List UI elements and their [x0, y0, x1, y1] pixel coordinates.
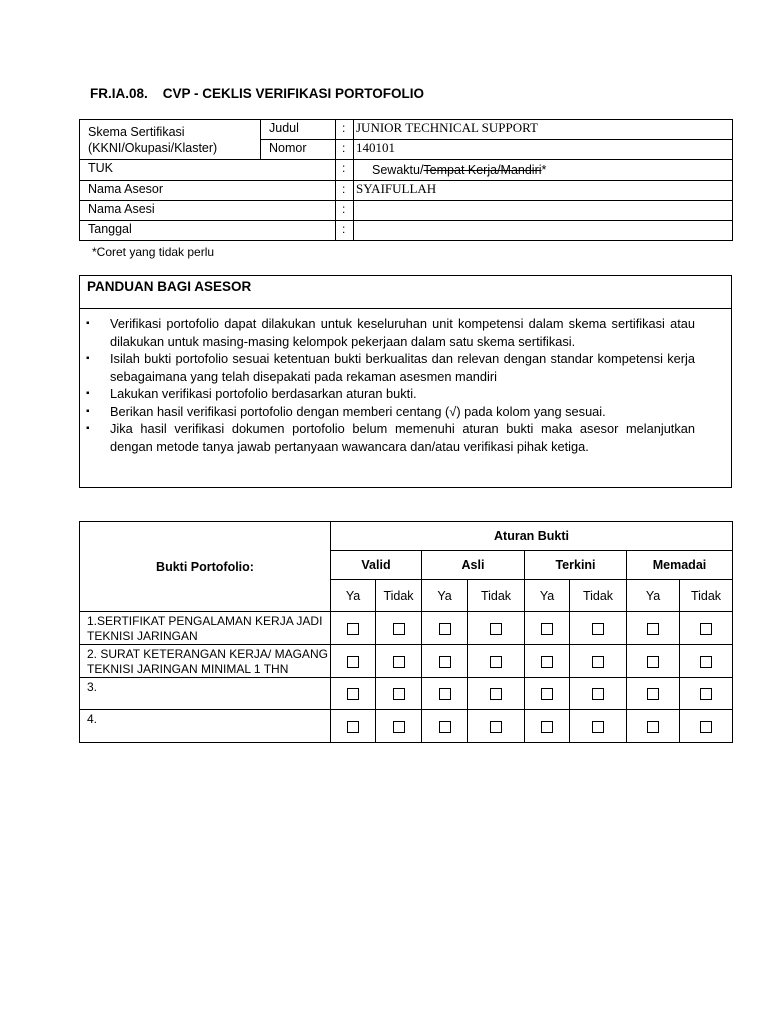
table-row: [80, 645, 733, 678]
tanggal-label: Tanggal: [80, 221, 336, 241]
checkbox-cell[interactable]: [570, 612, 627, 645]
checkbox-icon[interactable]: [541, 656, 553, 668]
checkbox-cell[interactable]: [376, 612, 422, 645]
checkbox-icon[interactable]: [393, 721, 405, 733]
guide-list: [80, 309, 731, 455]
checkbox-icon[interactable]: [347, 721, 359, 733]
checkbox-icon[interactable]: [541, 623, 553, 635]
checkbox-cell[interactable]: [422, 710, 468, 743]
checkbox-cell[interactable]: [525, 645, 570, 678]
checkbox-icon[interactable]: [439, 623, 451, 635]
checkbox-icon[interactable]: [490, 623, 502, 635]
criteria-memadai: Memadai: [627, 551, 733, 580]
checkbox-cell[interactable]: [331, 710, 376, 743]
bullet-icon: ▪: [86, 405, 90, 417]
checkbox-icon[interactable]: [439, 688, 451, 700]
aturan-bukti-header: Aturan Bukti: [331, 522, 733, 551]
bullet-icon: ▪: [86, 318, 90, 329]
evidence-item: 3.: [80, 678, 331, 710]
nomor-label: Nomor: [261, 140, 336, 160]
asesi-value[interactable]: [354, 201, 733, 221]
checkbox-icon[interactable]: [490, 721, 502, 733]
checkbox-cell[interactable]: [468, 612, 525, 645]
colon: :: [336, 221, 354, 241]
table-row: [80, 678, 733, 710]
checkbox-cell[interactable]: [376, 678, 422, 710]
tuk-value[interactable]: [354, 160, 733, 181]
checkbox-cell[interactable]: [627, 678, 680, 710]
checkbox-cell[interactable]: [680, 678, 733, 710]
tuk-star: *: [541, 163, 547, 177]
checkbox-icon[interactable]: [439, 656, 451, 668]
col-ya: Ya: [627, 580, 680, 612]
checkbox-icon[interactable]: [592, 623, 604, 635]
checkbox-cell[interactable]: [680, 645, 733, 678]
evidence-table: [79, 521, 733, 743]
evidence-item: 1.SERTIFIKAT PENGALAMAN KERJA JADI TEKNISI JARINGAN: [80, 612, 331, 645]
colon: :: [336, 201, 354, 221]
bullet-icon: ▪: [86, 353, 90, 364]
checkbox-icon[interactable]: [393, 656, 405, 668]
checkbox-cell[interactable]: [468, 645, 525, 678]
colon: :: [336, 181, 354, 201]
col-tidak: Tidak: [468, 580, 525, 612]
evidence-item: 4.: [80, 710, 331, 743]
bullet-icon: ▪: [86, 423, 90, 434]
checkbox-icon[interactable]: [439, 721, 451, 733]
colon: :: [336, 120, 354, 140]
form-title: FR.IA.08. CVP - CEKLIS VERIFIKASI PORTOFOLIO: [90, 86, 425, 101]
guide-item: ▪ Lakukan verifikasi portofolio berdasarkan aturan bukti.: [86, 386, 417, 401]
table-row: [80, 710, 733, 743]
checkbox-cell[interactable]: [422, 612, 468, 645]
checkbox-icon[interactable]: [393, 688, 405, 700]
checkbox-icon[interactable]: [700, 688, 712, 700]
asesor-label: Nama Asesor: [80, 181, 336, 201]
guide-item: ▪ Berikan hasil verifikasi portofolio dengan memberi centang (√) pada kolom yang sesuai.: [86, 403, 606, 419]
checkbox-cell[interactable]: [570, 678, 627, 710]
criteria-terkini: Terkini: [525, 551, 627, 580]
info-table: [79, 119, 733, 241]
checkbox-icon[interactable]: [347, 656, 359, 668]
col-ya: Ya: [331, 580, 376, 612]
colon: :: [336, 140, 354, 160]
col-tidak: Tidak: [570, 580, 627, 612]
col-tidak: Tidak: [376, 580, 422, 612]
checkbox-icon[interactable]: [647, 721, 659, 733]
checkbox-cell[interactable]: [331, 645, 376, 678]
skema-label: Skema Sertifikasi (KKNI/Okupasi/Klaster): [80, 120, 261, 160]
checkbox-icon[interactable]: [347, 623, 359, 635]
checkbox-cell[interactable]: [627, 710, 680, 743]
checkbox-cell[interactable]: [331, 678, 376, 710]
checkbox-icon[interactable]: [592, 721, 604, 733]
tuk-option-struck: Tempat Kerja/Mandiri: [423, 163, 542, 177]
checkbox-icon[interactable]: [541, 721, 553, 733]
checkbox-icon[interactable]: [700, 721, 712, 733]
judul-label: Judul: [261, 120, 336, 140]
nomor-value[interactable]: 140101: [354, 140, 733, 160]
checkbox-icon[interactable]: [700, 656, 712, 668]
checkbox-icon[interactable]: [393, 623, 405, 635]
checkbox-icon[interactable]: [700, 623, 712, 635]
asesor-value[interactable]: SYAIFULLAH: [354, 181, 733, 201]
checkbox-cell[interactable]: [525, 710, 570, 743]
checkbox-icon[interactable]: [647, 656, 659, 668]
checkbox-cell[interactable]: [570, 710, 627, 743]
checkbox-icon[interactable]: [541, 688, 553, 700]
checkbox-cell[interactable]: [627, 645, 680, 678]
guide-heading: PANDUAN BAGI ASESOR: [80, 276, 731, 309]
tanggal-value[interactable]: [354, 221, 733, 241]
checkbox-icon[interactable]: [490, 688, 502, 700]
checkbox-cell[interactable]: [468, 710, 525, 743]
checkbox-icon[interactable]: [592, 688, 604, 700]
checkbox-cell[interactable]: [468, 678, 525, 710]
checkbox-cell[interactable]: [525, 612, 570, 645]
col-ya: Ya: [422, 580, 468, 612]
table-row: [80, 612, 733, 645]
checkbox-cell[interactable]: [680, 612, 733, 645]
guide-item: ▪ Jika hasil verifikasi dokumen portofolio belum memenuhi aturan bukti maka asesor melanjutkan dengan metode tanya jawab pertanyaan wawancara dan/atau verifikasi pihak ketiga.: [86, 421, 695, 454]
tuk-option-sewaktu: Sewaktu/: [372, 163, 424, 177]
criteria-asli: Asli: [422, 551, 525, 580]
tuk-label: TUK: [80, 160, 336, 181]
bullet-icon: ▪: [86, 388, 90, 399]
checkbox-icon[interactable]: [592, 656, 604, 668]
colon: :: [336, 160, 354, 181]
checkbox-icon[interactable]: [347, 688, 359, 700]
col-tidak: Tidak: [680, 580, 733, 612]
checkbox-icon[interactable]: [647, 623, 659, 635]
bukti-portofolio-header: Bukti Portofolio:: [80, 522, 331, 612]
judul-value[interactable]: JUNIOR TECHNICAL SUPPORT: [354, 120, 733, 140]
checkbox-cell[interactable]: [376, 710, 422, 743]
strike-note: *Coret yang tidak perlu: [92, 245, 215, 259]
checkbox-cell[interactable]: [376, 645, 422, 678]
checkbox-cell[interactable]: [627, 612, 680, 645]
guide-item: ▪ Verifikasi portofolio dapat dilakukan untuk keseluruhan unit kompetensi dalam skema sertifikasi atau dilakukan untuk masing-masing kelompok pekerjaan dalam satu skema sertifikasi.: [86, 316, 695, 349]
checkbox-cell[interactable]: [422, 645, 468, 678]
evidence-item: 2. SURAT KETERANGAN KERJA/ MAGANG TEKNISI JARINGAN MINIMAL 1 THN: [80, 645, 331, 678]
checkbox-cell[interactable]: [422, 678, 468, 710]
checkbox-cell[interactable]: [525, 678, 570, 710]
checkbox-icon[interactable]: [490, 656, 502, 668]
guide-item: ▪ Isilah bukti portofolio sesuai ketentuan bukti berkualitas dan relevan dengan standar kompetensi kerja sebagaimana yang telah disepakati pada rekaman asesmen mandiri: [86, 351, 695, 384]
col-ya: Ya: [525, 580, 570, 612]
guide-box: [79, 275, 732, 488]
checkbox-icon[interactable]: [647, 688, 659, 700]
checkbox-cell[interactable]: [331, 612, 376, 645]
asesi-label: Nama Asesi: [80, 201, 336, 221]
checkbox-cell[interactable]: [680, 710, 733, 743]
checkbox-cell[interactable]: [570, 645, 627, 678]
criteria-valid: Valid: [331, 551, 422, 580]
